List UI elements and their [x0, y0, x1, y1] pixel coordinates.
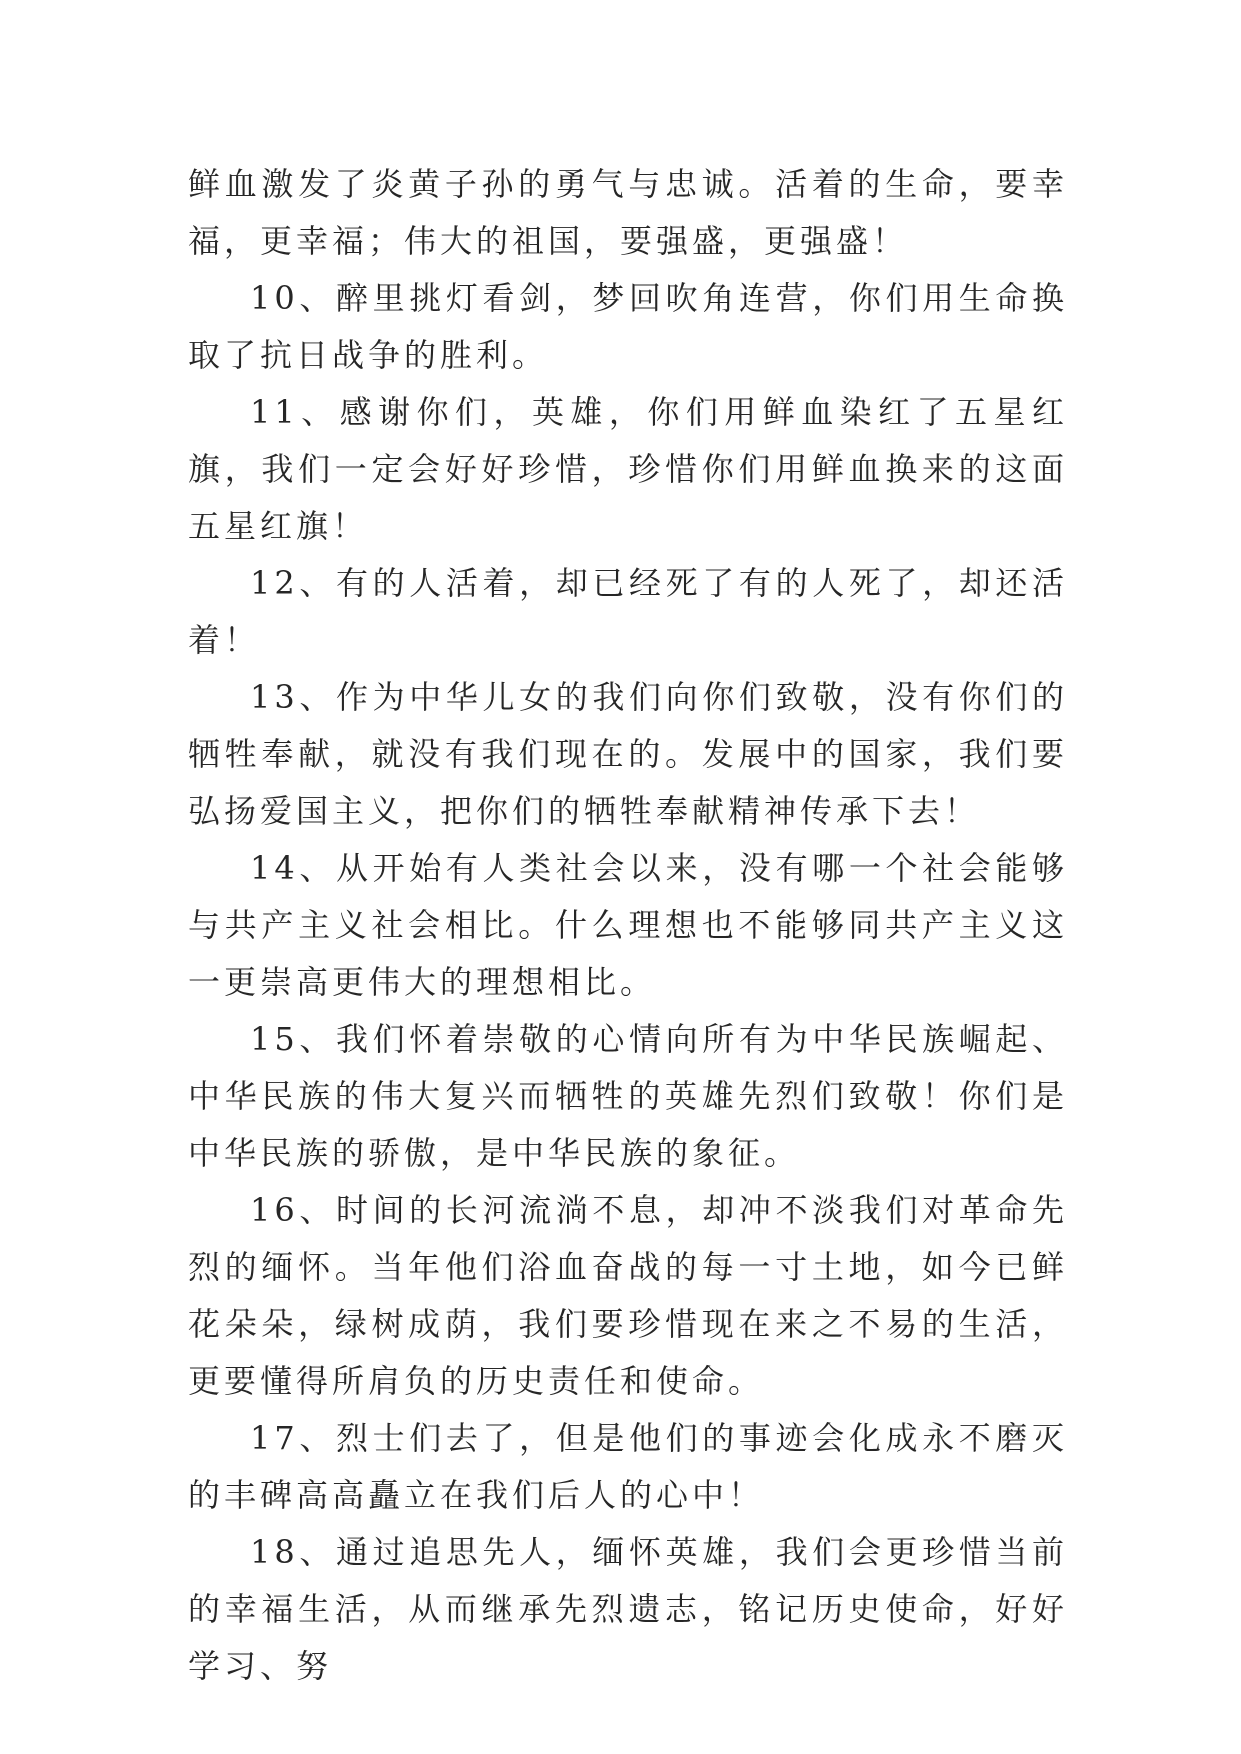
paragraph-item-13: 13、作为中华儿女的我们向你们致敬，没有你们的牺牲奉献，就没有我们现在的。发展中的国家，我们要弘扬爱国主义，把你们的牺牲奉献精神传承下去！ — [188, 678, 1068, 830]
paragraph-item-11: 11、感谢你们，英雄，你们用鲜血染红了五星红旗，我们一定会好好珍惜，珍惜你们用鲜血换来的这面五星红旗！ — [188, 393, 1068, 545]
paragraph-item-12: 12、有的人活着，却已经死了有的人死了，却还活着！ — [188, 564, 1068, 659]
paragraph-item-16: 16、时间的长河流淌不息，却冲不淡我们对革命先烈的缅怀。当年他们浴血奋战的每一寸土地，如今已鲜花朵朵，绿树成荫，我们要珍惜现在来之不易的生活，更要懂得所肩负的历史责任和使命。 — [188, 1191, 1068, 1400]
paragraph-item-10: 10、醉里挑灯看剑，梦回吹角连营，你们用生命换取了抗日战争的胜利。 — [188, 279, 1068, 374]
paragraph-item-18: 18、通过追思先人，缅怀英雄，我们会更珍惜当前的幸福生活，从而继承先烈遗志，铭记历史使命，好好学习、努 — [188, 1533, 1068, 1685]
paragraph-item-14: 14、从开始有人类社会以来，没有哪一个社会能够与共产主义社会相比。什么理想也不能够同共产主义这一更崇高更伟大的理想相比。 — [188, 849, 1068, 1001]
document-body — [188, 156, 1068, 1695]
paragraph-item-17: 17、烈士们去了，但是他们的事迹会化成永不磨灭的丰碑高高矗立在我们后人的心中！ — [188, 1419, 1068, 1514]
paragraph-continuation: 鲜血激发了炎黄子孙的勇气与忠诚。活着的生命，要幸福，更幸福；伟大的祖国，要强盛，更强盛！ — [188, 165, 1068, 260]
paragraph-item-15: 15、我们怀着崇敬的心情向所有为中华民族崛起、中华民族的伟大复兴而牺牲的英雄先烈们致敬！你们是中华民族的骄傲，是中华民族的象征。 — [188, 1020, 1068, 1172]
